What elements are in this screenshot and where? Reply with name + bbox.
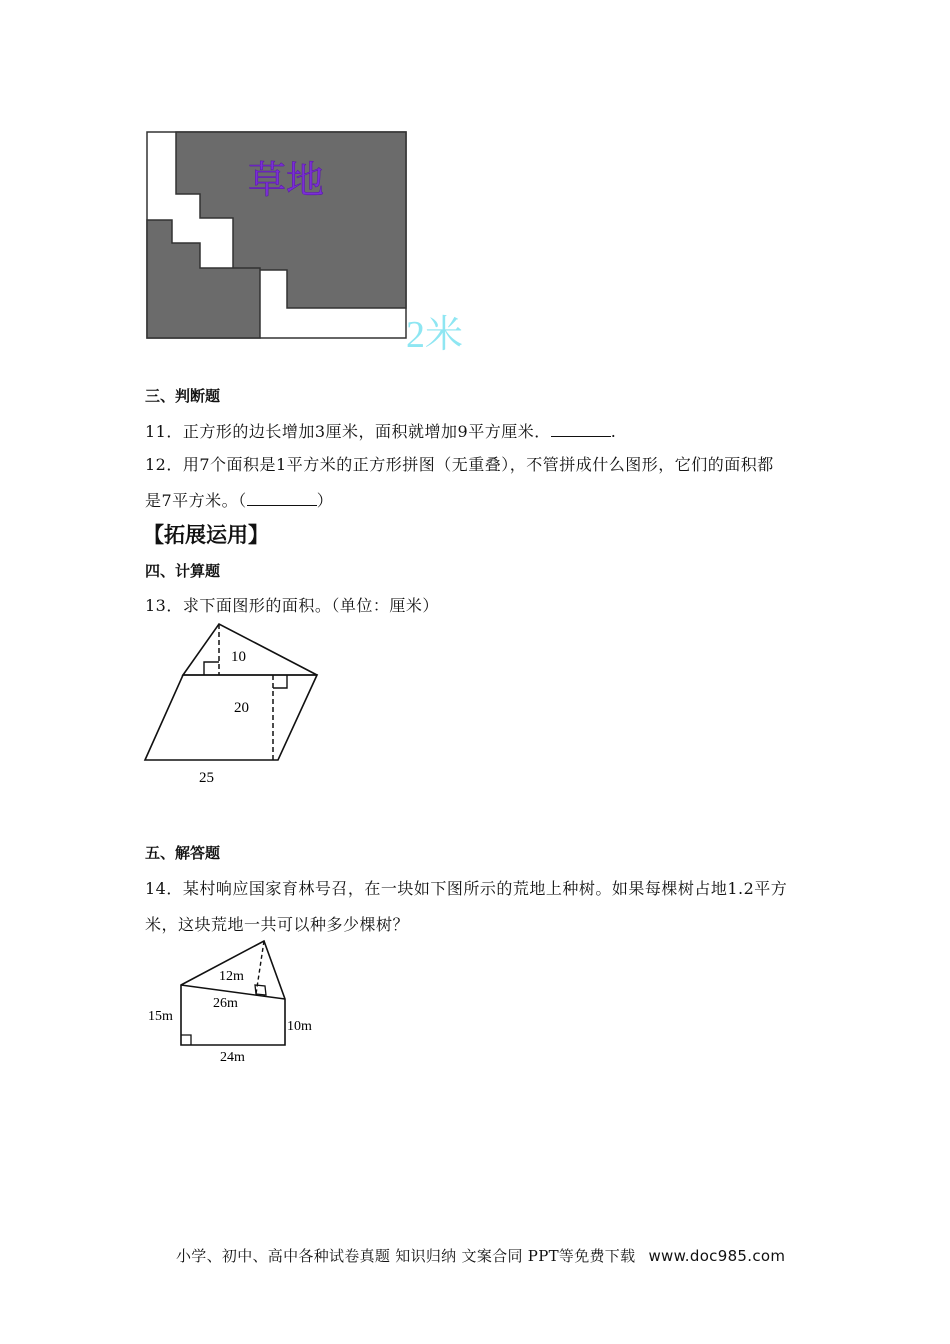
grass-label: 草地 <box>248 160 325 202</box>
path-width-label: 2米 <box>406 314 464 356</box>
bottom-label: 24m <box>220 1050 245 1065</box>
triangle-right-angle-mark <box>204 662 219 675</box>
question-11-text: 11．正方形的边长增加3厘米，面积就增加9平方厘米． <box>145 422 551 441</box>
answer-blank-11[interactable] <box>551 422 611 437</box>
parallelogram-triangle-figure <box>140 615 330 795</box>
question-11 <box>145 419 616 442</box>
extension-heading: 【拓展运用】 <box>143 523 269 547</box>
wasteland-figure <box>140 935 330 1070</box>
section4-title: 四、计算题 <box>145 562 221 580</box>
triangle-shape <box>183 624 317 675</box>
question-14-line1: 14．某村响应国家育林号召，在一块如下图所示的荒地上种树。如果每棵树占地1.2平方 <box>145 879 788 898</box>
base-label: 25 <box>199 770 214 786</box>
grass-path-figure <box>140 125 485 360</box>
left-side-label: 15m <box>148 1009 173 1024</box>
section5-title: 五、解答题 <box>145 844 221 862</box>
question-12-line2 <box>145 488 333 511</box>
triangle-height-label: 10 <box>231 649 246 665</box>
parallelogram-height-label: 20 <box>234 700 249 716</box>
question-13: 13．求下面图形的面积。（单位：厘米） <box>145 596 439 615</box>
corner-right-angle-mark <box>181 1035 191 1045</box>
question-11-end: . <box>610 422 617 441</box>
right-side-label: 10m <box>287 1019 312 1034</box>
parallelogram-shape <box>145 675 317 760</box>
footer-url[interactable]: www.doc985.com <box>648 1247 786 1265</box>
answer-blank-12[interactable] <box>247 491 317 506</box>
parallelogram-right-angle-mark <box>273 675 287 688</box>
question-12-line2-end: ） <box>316 491 334 510</box>
tri-height-label: 12m <box>219 969 244 984</box>
wasteland-outline <box>181 941 285 1045</box>
section3-title: 三、判断题 <box>145 387 221 405</box>
question-12-line1: 12．用7个面积是1平方米的正方形拼图（无重叠），不管拼成什么图形，它们的面积都 <box>145 455 774 474</box>
footer-text: 小学、初中、高中各种试卷真题 知识归纳 文案合同 PPT等免费下载 <box>176 1247 636 1265</box>
question-14-line2: 米，这块荒地一共可以种多少棵树？ <box>145 915 410 934</box>
footer <box>176 1245 785 1266</box>
diagonal-label: 26m <box>213 996 238 1011</box>
question-12-line2-start: 是7平方米。（ <box>145 491 247 510</box>
